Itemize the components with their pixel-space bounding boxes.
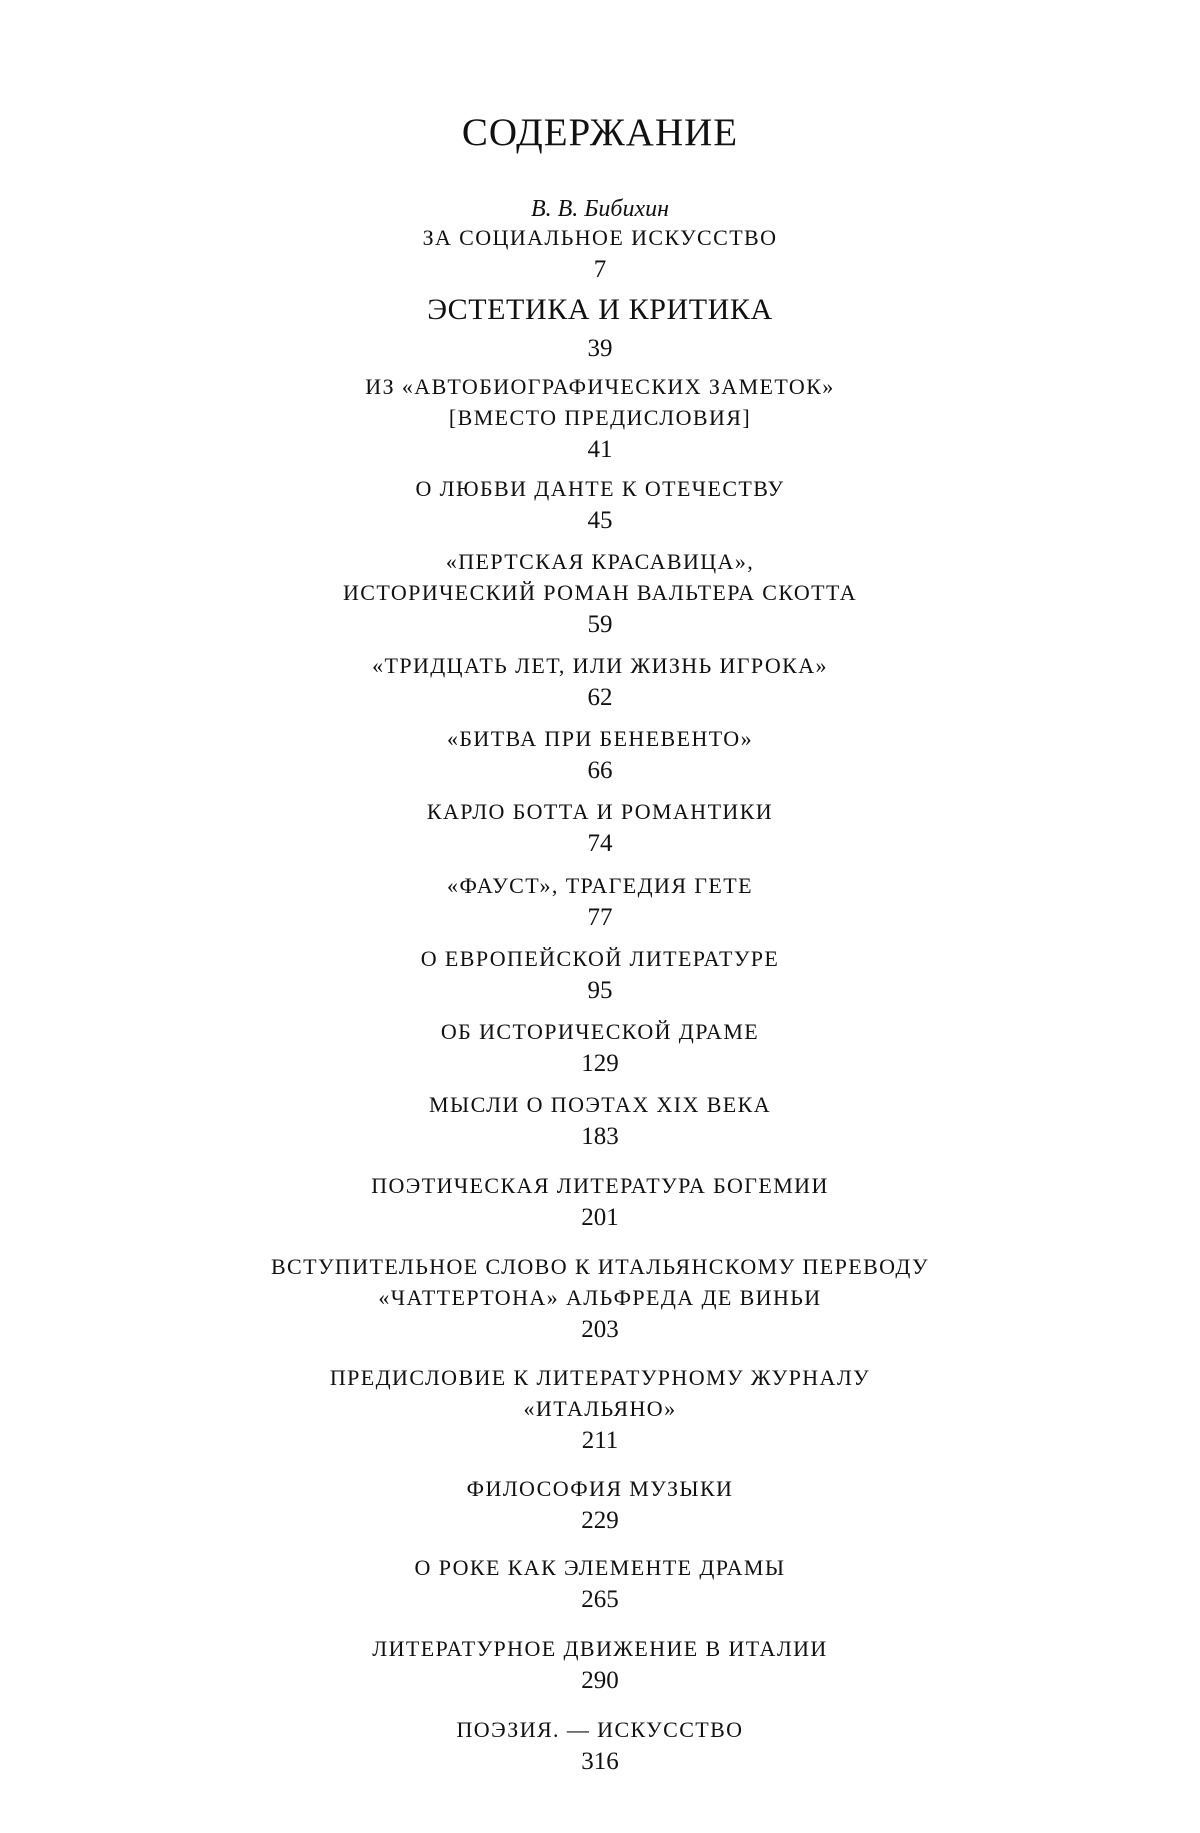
toc-entry-title: О ЛЮБВИ ДАНТЕ К ОТЕЧЕСТВУ [415,476,785,501]
toc-page-number: 290 [581,1667,619,1694]
toc-entry-title-line-2: [ВМЕСТО ПРЕДИСЛОВИЯ] [448,405,752,430]
toc-entry-title: ПРЕДИСЛОВИЕ К ЛИТЕРАТУРНОМУ ЖУРНАЛУ [329,1365,871,1390]
toc-entry-title: ФИЛОСОФИЯ МУЗЫКИ [466,1476,734,1501]
toc-page-number: 129 [581,1050,619,1077]
toc-entry-title: ПОЭТИЧЕСКАЯ ЛИТЕРАТУРА БОГЕМИИ [371,1173,829,1198]
toc-page-number: 183 [581,1123,619,1150]
toc-page-number: 77 [587,904,613,931]
toc-page-number: 203 [581,1316,619,1343]
toc-entry-bibikhin [0,196,1200,285]
toc-entry-battle-of-benevento [0,723,1200,786]
toc-entry-bohemia-poetry [0,1170,1200,1233]
toc-entry-title-line-2: ИСТОРИЧЕСКИЙ РОМАН ВАЛЬТЕРА СКОТТА [342,580,858,605]
toc-page-number: 7 [593,256,607,283]
toc-entry-title-line-2: «ИТАЛЬЯНО» [523,1396,677,1421]
toc-entry-faust [0,870,1200,933]
toc-page-number: 62 [587,684,613,711]
toc-page-number: 201 [581,1204,619,1231]
toc-entry-chatterton-preface [0,1251,1200,1345]
toc-entry-title: КАРЛО БОТТА И РОМАНТИКИ [426,799,774,824]
toc-entry-title: «ПЕРТСКАЯ КРАСАВИЦА», [445,549,755,574]
toc-page-number: 211 [581,1427,619,1454]
toc-entry-poets-xix-century [0,1089,1200,1152]
toc-page-number: 229 [581,1507,619,1534]
toc-entry-italiano-journal [0,1362,1200,1456]
toc-entry-title: ИЗ «АВТОБИОГРАФИЧЕСКИХ ЗАМЕТОК» [365,374,835,399]
toc-entry-title: «ТРИДЦАТЬ ЛЕТ, ИЛИ ЖИЗНЬ ИГРОКА» [372,653,828,678]
toc-entry-title: ВСТУПИТЕЛЬНОЕ СЛОВО К ИТАЛЬЯНСКОМУ ПЕРЕВОДУ [270,1254,930,1279]
toc-entry-title-line-2: «ЧАТТЕРТОНА» АЛЬФРЕДА ДЕ ВИНЬИ [378,1285,822,1310]
toc-entry-european-literature [0,943,1200,1006]
toc-entry-title: ЗА СОЦИАЛЬНОЕ ИСКУССТВО [422,225,778,250]
toc-entry-thirty-years [0,650,1200,713]
toc-entry-carlo-botta [0,796,1200,859]
toc-entry-title: «ФАУСТ», ТРАГЕДИЯ ГЕТЕ [447,873,753,898]
toc-page-number: 95 [587,977,613,1004]
toc-entry-philosophy-of-music [0,1473,1200,1536]
toc-entry-title: ЛИТЕРАТУРНОЕ ДВИЖЕНИЕ В ИТАЛИИ [372,1636,828,1661]
toc-entry-aesthetics-section [0,290,1200,364]
toc-entry-historical-drama [0,1016,1200,1079]
toc-page-number: 59 [587,611,613,638]
toc-entry-title: О РОКЕ КАК ЭЛЕМЕНТЕ ДРАМЫ [414,1555,786,1580]
toc-page-number: 74 [587,830,613,857]
toc-author: В. В. Бибихин [530,196,670,222]
toc-entry-fate-in-drama [0,1552,1200,1615]
toc-entry-literary-movement-italy [0,1633,1200,1696]
toc-page-number: 265 [581,1586,619,1613]
toc-page-number: 66 [587,757,613,784]
page-title: СОДЕРЖАНИЕ [461,111,739,154]
toc-entry-title: МЫСЛИ О ПОЭТАХ XIX ВЕКА [429,1092,771,1117]
toc-entry-autobiographical-notes [0,371,1200,465]
toc-page-number: 39 [587,335,613,362]
toc-entry-title: «БИТВА ПРИ БЕНЕВЕНТО» [447,726,753,751]
toc-entry-dante [0,473,1200,536]
toc-entry-title: ОБ ИСТОРИЧЕСКОЙ ДРАМЕ [440,1019,760,1044]
toc-entry-fair-maid-of-perth [0,546,1200,640]
toc-entry-title: ПОЭЗИЯ. — ИСКУССТВО [456,1717,744,1742]
toc-entry-title: О ЕВРОПЕЙСКОЙ ЛИТЕРАТУРЕ [420,946,780,971]
toc-page-number: 45 [587,507,613,534]
toc-entry-poetry-art [0,1714,1200,1777]
toc-section-title: ЭСТЕТИКА И КРИТИКА [427,293,773,326]
toc-page-number: 316 [581,1748,619,1775]
toc-page-number: 41 [587,436,613,463]
